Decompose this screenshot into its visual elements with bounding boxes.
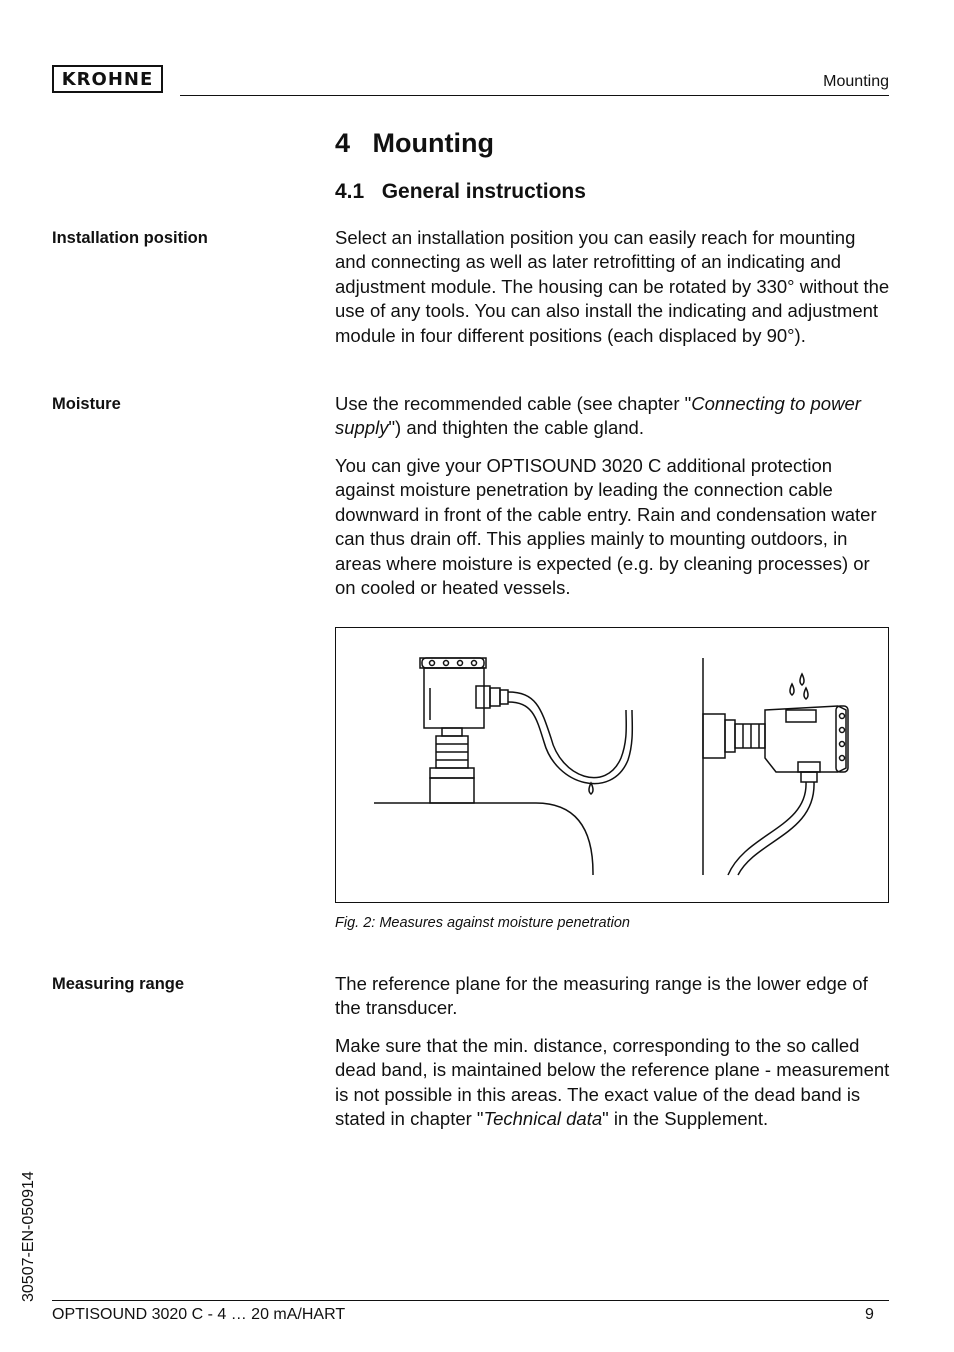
krohne-logo: KROHNE xyxy=(52,65,163,93)
footer-rule xyxy=(52,1300,889,1301)
header-section-name: Mounting xyxy=(823,73,889,90)
sensor-housing-left xyxy=(424,668,484,728)
section-title: 4.1 General instructions xyxy=(335,180,586,203)
footer-product-name: OPTISOUND 3020 C - 4 … 20 mA/HART xyxy=(52,1306,346,1323)
cable-downward xyxy=(728,782,806,875)
vessel-outline xyxy=(374,803,593,875)
water-drop xyxy=(589,783,593,794)
cable-drip-loop xyxy=(508,692,626,778)
installation-position-text: Select an installation position you can easily reach for mounting and connecting as well as later retrofitting of an indicating and adjustment module. The housing can be rotated by 330° without the use of any tools. You can also install the indicating and adjustment module in four different positions (each displaced by 90°). xyxy=(335,227,890,346)
moisture-paragraph-2: You can give your OPTISOUND 3020 C additional protection against moisture penetration by leading the connection cable downward in front of the cable entry. Rain and condensation water can thus drain off. This applies mainly to mounting outdoors, in areas where moisture is expected (e.g. by cleaning processes) or on cooled or heated vessels. xyxy=(335,455,877,599)
sensor-flange xyxy=(430,778,474,803)
moisture-p1-start: Use the recommended cable (see chapter " xyxy=(335,393,692,414)
header-rule xyxy=(180,95,889,96)
water-drop-3 xyxy=(804,688,808,699)
measuring-range-label: Measuring range xyxy=(52,975,185,993)
document-code: 30507-EN-050914 xyxy=(20,1171,37,1302)
sensor-flange-right xyxy=(703,714,725,758)
measuring-range-paragraph-1: The reference plane for the measuring range is the lower edge of the transducer. xyxy=(335,973,868,1019)
moisture-p1-chapter-ref: Connecting to power supply xyxy=(335,393,861,439)
moisture-label: Moisture xyxy=(52,395,121,413)
water-drop-2 xyxy=(790,684,794,695)
measuring-p2-chapter-ref: Technical data xyxy=(483,1108,603,1130)
water-drop-1 xyxy=(800,674,804,685)
page-number: 9 xyxy=(865,1306,874,1323)
moisture-paragraph-1 xyxy=(335,392,891,441)
figure-caption: Fig. 2: Measures against moisture penetration xyxy=(335,915,630,931)
installation-position-label: Installation position xyxy=(52,229,208,247)
moisture-illustration xyxy=(336,628,890,904)
sensor-nut xyxy=(430,768,474,778)
moisture-p1-end: ") and thighten the cable gland. xyxy=(388,417,644,439)
measuring-p2-start: Make sure that the min. distance, corresponding to the so called dead band, is maintained below the reference plane - measurement is not possible in this areas. The exact value of the dead band is stated in chapter " xyxy=(335,1035,890,1130)
measuring-p2-end: " in the Supplement. xyxy=(602,1108,769,1130)
measuring-range-paragraph-2 xyxy=(335,1034,891,1132)
chapter-title: 4 Mounting xyxy=(335,128,494,158)
moisture-figure xyxy=(335,627,889,903)
